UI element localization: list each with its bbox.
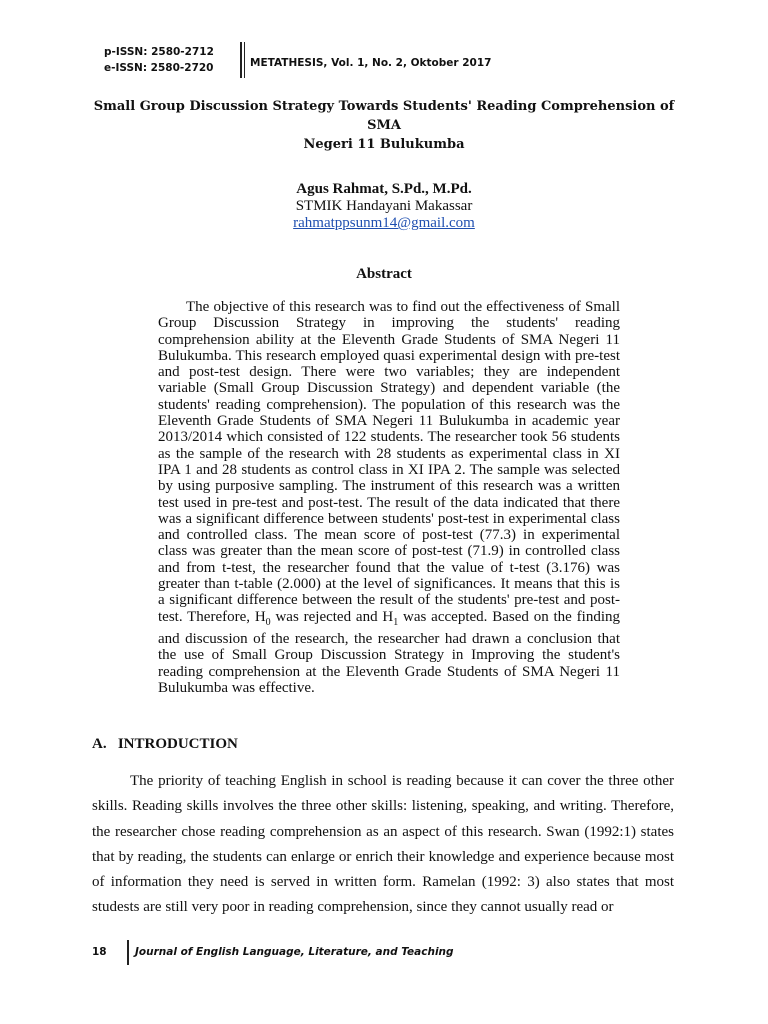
journal-issue: METATHESIS, Vol. 1, No. 2, Oktober 2017 — [250, 57, 492, 69]
title-line-1: Small Group Discussion Strategy Towards Students' Reading Comprehension of SMA — [93, 99, 675, 133]
paper-title — [90, 97, 678, 154]
header-divider-thin — [244, 42, 245, 78]
author-name: Agus Rahmat, S.Pd., M.Pd. — [296, 181, 472, 197]
abstract-text-part1: The objective of this research was to find out the effectiveness of Small Group Discussion Strategy in improving the students' reading comprehension ability at the Eleventh Grade Students of SMA Negeri 11 Bulukumba. This research employed quasi experimental design with pre-test and post-test design. There were two variables; they are independent variable (Small Group Discussion Strategy) and dependent variable (the students' reading comprehension). The population of this research was the Eleventh Grade Students of SMA Negeri 11 Bulukumba in academic year 2013/2014 which consisted of 122 students. The researcher took 56 students as the sample of the research with 28 students as experimental class in XI IPA 1 and 28 students as control class in XI IPA 2. The sample was selected by using purposive sampling. The instrument of this research was a written test used in pre-test and post-test. The result of the data indicated that there was a significant difference between students' post-test in experimental class and controlled class. The mean score of post-test (77.3) in experimental class was greater than the mean score of post-test (71.9) in controlled class and from t-test, the researcher found that the value of t-test (3.176) was greater than t-table (2.000) at the level of significances. It means that this is a significant difference between the result of the students' pre-test and post-test. Therefore, H — [158, 299, 620, 625]
p-issn: p-ISSN: 2580-2712 — [104, 46, 214, 58]
header-divider — [240, 42, 242, 78]
e-issn: e-ISSN: 2580-2720 — [104, 62, 214, 74]
title-line-2: Negeri 11 Bulukumba — [303, 137, 465, 152]
issn-block — [104, 44, 214, 76]
introduction-text: The priority of teaching English in school is reading because it can cover the three other skills. Reading skills involves the three other skills: listening, speaking, and writing. Therefore, the researcher chose reading comprehension as an aspect of this research. Swan (1992:1) states that by reading, the students can enlarge or enrich their knowledge and experience because most of information they need is served in written form. Ramelan (1992: 3) also states that most studests are still very poor in reading comprehension, since they cannot usually read or — [92, 773, 674, 916]
abstract-heading: Abstract — [356, 266, 412, 282]
h1-subscript: 1 — [393, 616, 399, 628]
abstract-text — [158, 299, 620, 696]
section-heading-introduction: A. INTRODUCTION — [92, 736, 238, 752]
abstract-text-part3: was accepted. Based on the finding and discussion of the research, the researcher had drawn a conclusion that the use of Small Group Discussion Strategy in Improving the student's reading comprehension at the Eleventh Grade Students of SMA Negeri 11 Bulukumba was effective. — [158, 608, 620, 696]
footer-divider — [127, 940, 129, 965]
author-block — [0, 181, 768, 232]
h0-subscript: 0 — [265, 616, 271, 628]
abstract-text-part2: was rejected and H — [270, 608, 394, 625]
page-number: 18 — [92, 946, 107, 958]
author-affiliation: STMIK Handayani Makassar — [295, 198, 473, 214]
footer-journal-name: Journal of English Language, Literature, and Teaching — [135, 946, 454, 958]
author-email-link[interactable]: rahmatppsunm14@gmail.com — [293, 215, 475, 231]
